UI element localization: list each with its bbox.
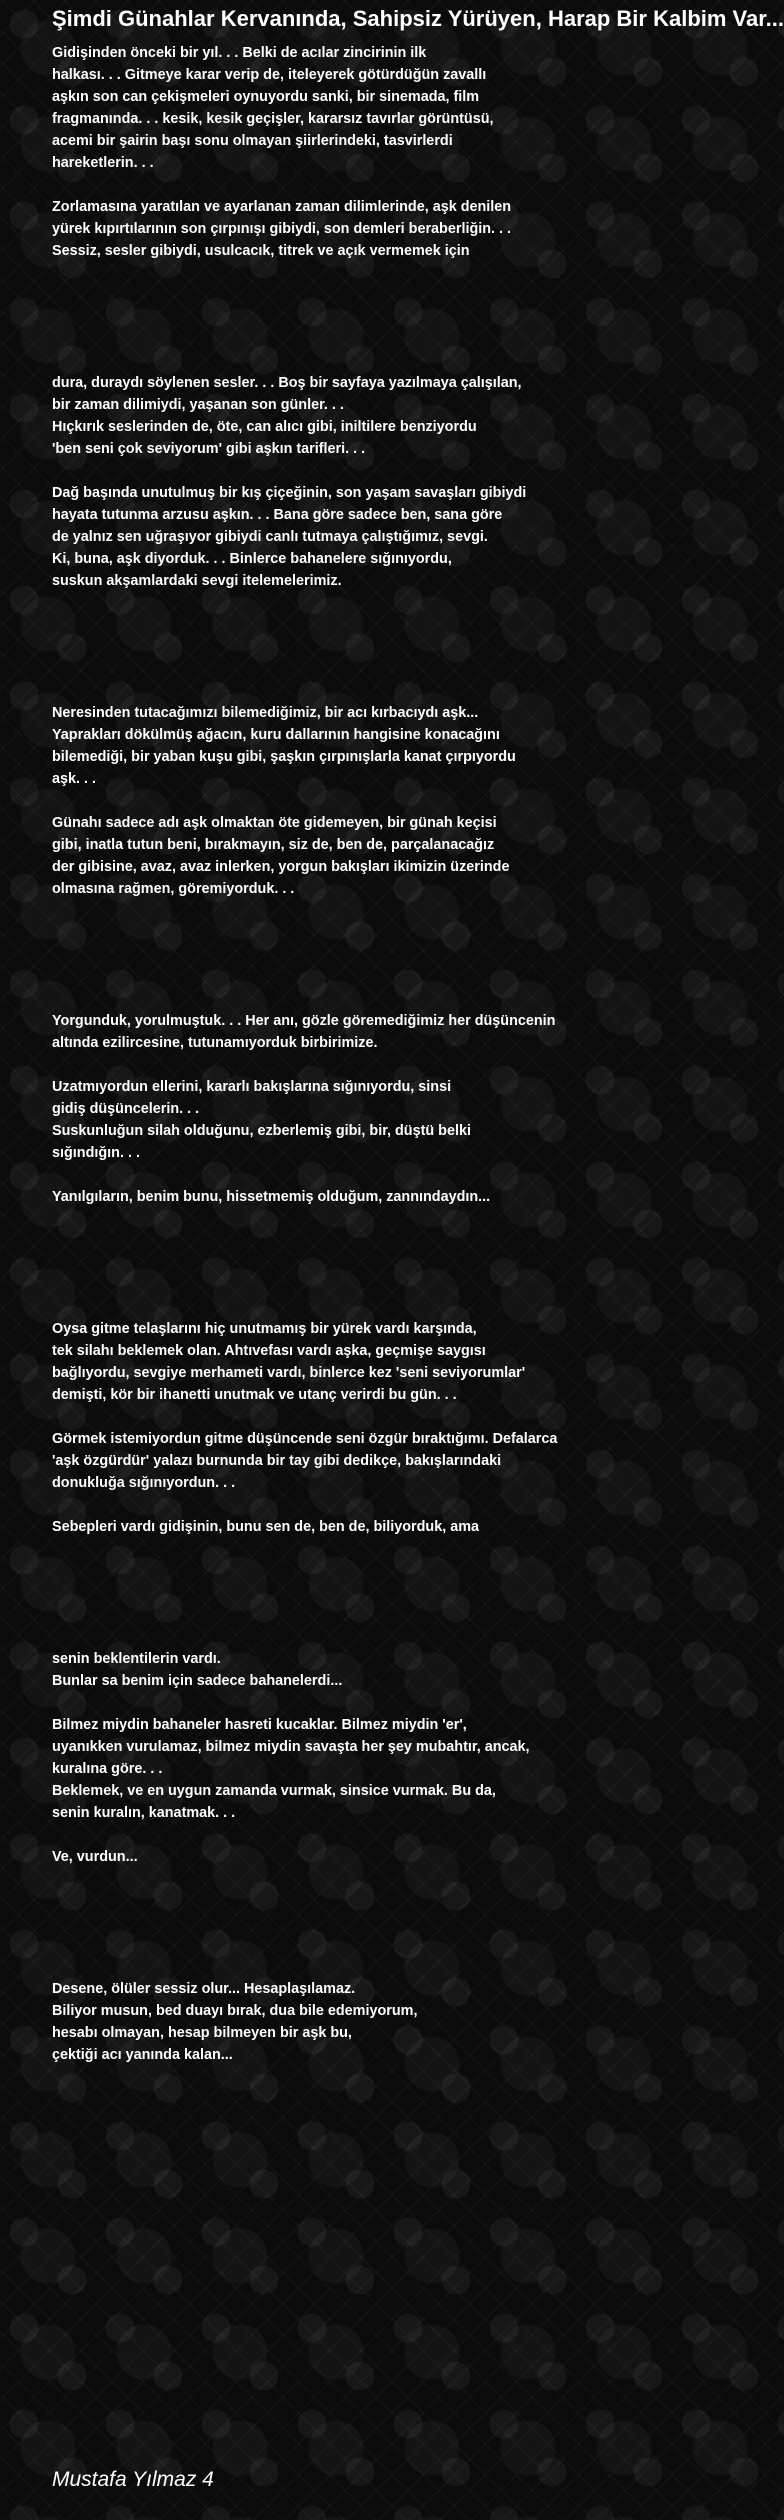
poem-line: suskun akşamlardaki sevgi itelemelerimiz.: [52, 573, 342, 589]
poem-line: yürek kıpırtılarının son çırpınışı gibiydi, son demleri beraberliğin. . .: [52, 221, 512, 237]
poem-line: Sessiz, sesler gibiydi, usulcacık, titrek ve açık vermemek için: [52, 243, 470, 259]
poem-line: aşk. . .: [52, 771, 97, 787]
poem-line: Yanılgıların, benim bunu, hissetmemiş olduğum, zannındaydın...: [52, 1189, 491, 1205]
poem-line: gibi, inatla tutun beni, bırakmayın, siz de, ben de, parçalanacağız: [52, 837, 495, 853]
poem-line: aşkın son can çekişmeleri oynuyordu sanki, bir sinemada, film: [52, 89, 480, 105]
poem-line: sığındığın. . .: [52, 1145, 140, 1161]
poem-line: Ve, vurdun...: [52, 1849, 138, 1865]
poem-line: Görmek istemiyordun gitme düşüncende seni özgür bıraktığımı. Defalarca: [52, 1431, 558, 1447]
poem-paragraph: [52, 1010, 612, 1054]
poem-line: Gidişinden önceki bir yıl. . . Belki de acılar zincirinin ilk: [52, 45, 427, 61]
poem-paragraph: [52, 1318, 612, 1406]
poem-line: de yalnız sen uğraşıyor gibiydi canlı tutmaya çalıştığımız, sevgi.: [52, 529, 488, 545]
poem-line: bağlıyordu, sevgiye merhameti vardı, binlerce kez 'seni seviyorumlar': [52, 1365, 526, 1381]
poem-line: hesabı olmayan, hesap bilmeyen bir aşk bu,: [52, 2025, 352, 2041]
poem-line: Sebepleri vardı gidişinin, bunu sen de, ben de, biliyorduk, ama: [52, 1519, 480, 1535]
poem-line: 'ben seni çok seviyorum' gibi aşkın tarifleri. . .: [52, 441, 366, 457]
poem-line: Neresinden tutacağımızı bilemediğimiz, bir acı kırbacıydı aşk...: [52, 705, 479, 721]
poem-line: Bilmez miydin bahaneler hasreti kucaklar. Bilmez miydin 'er',: [52, 1717, 467, 1733]
poem-line: hayata tutunma arzusu aşkın. . . Bana göre sadece ben, sana göre: [52, 507, 503, 523]
poem-line: altında ezilircesine, tutunamıyorduk birbirimize.: [52, 1035, 378, 1051]
poem-paragraph: [52, 1714, 612, 1824]
poem-line: Yorgunduk, yorulmuştuk. . . Her anı, gözle göremediğimiz her düşüncenin: [52, 1013, 556, 1029]
poem-line: bilemediği, bir yaban kuşu gibi, şaşkın çırpınışlarla kanat çırpıyordu: [52, 749, 516, 765]
poem-line: dura, duraydı söylenen sesler. . . Boş bir sayfaya yazılmaya çalışılan,: [52, 375, 522, 391]
poem-line: Suskunluğun silah olduğunu, ezberlemiş gibi, bir, düştü belki: [52, 1123, 471, 1139]
poem-line: Dağ başında unutulmuş bir kış çiçeğinin, son yaşam savaşları gibiydi: [52, 485, 527, 501]
poem-line: kuralına göre. . .: [52, 1761, 163, 1777]
poem-line: çektiği acı yanında kalan...: [52, 2047, 233, 2063]
poem-line: tek silahı beklemek olan. Ahtıvefası vardı aşka, geçmişe saygısı: [52, 1343, 486, 1359]
poem-title: Şimdi Günahlar Kervanında, Sahipsiz Yürüyen, Harap Bir Kalbim Var...: [52, 6, 784, 31]
poem-line: Ki, buna, aşk diyorduk. . . Binlerce bahanelere sığınıyordu,: [52, 551, 452, 567]
poem-line: Oysa gitme telaşlarını hiç unutmamış bir yürek vardı karşında,: [52, 1321, 477, 1337]
poem-paragraph: [52, 196, 612, 262]
poem-paragraph: [52, 1648, 612, 1692]
poem-paragraph: [52, 812, 612, 900]
poem-line: Biliyor musun, bed duayı bırak, dua bile edemiyorum,: [52, 2003, 418, 2019]
poem-line: Hıçkırık seslerinden de, öte, can alıcı gibi, iniltilere benziyordu: [52, 419, 477, 435]
poem-line: senin beklentilerin vardı.: [52, 1651, 221, 1667]
poem-line: bir zaman dilimiydi, yaşanan son günler. . .: [52, 397, 344, 413]
poem-line: acemi bir şairin başı sonu olmayan şiirlerindeki, tasvirlerdi: [52, 133, 453, 149]
poem-paragraph: [52, 1516, 612, 1538]
poem-paragraph: [52, 702, 612, 790]
poem-line: der gibisine, avaz, avaz inlerken, yorgun bakışları ikimizin üzerinde: [52, 859, 510, 875]
poem-line: Günahı sadece adı aşk olmaktan öte gidemeyen, bir günah keçisi: [52, 815, 497, 831]
poem-paragraph: [52, 42, 612, 174]
poem-line: Zorlamasına yaratılan ve ayarlanan zaman dilimlerinde, aşk denilen: [52, 199, 512, 215]
poem-line: Beklemek, ve en uygun zamanda vurmak, sinsice vurmak. Bu da,: [52, 1783, 496, 1799]
poem-paragraph: [52, 1076, 612, 1164]
poem-line: halkası. . . Gitmeye karar verip de, iteleyerek götürdüğün zavallı: [52, 67, 487, 83]
poem-line: Desene, ölüler sessiz olur... Hesaplaşılamaz.: [52, 1981, 356, 1997]
poem-line: Bunlar sa benim için sadece bahanelerdi...: [52, 1673, 343, 1689]
poem-line: Yaprakları dökülmüş ağacın, kuru dallarının hangisine konacağını: [52, 727, 500, 743]
poem-body: [52, 42, 612, 2066]
poem-line: demişti, kör bir ihanetti unutmak ve utanç verirdi bu gün. . .: [52, 1387, 457, 1403]
poem-paragraph: [52, 1428, 612, 1494]
poem-line: olmasına rağmen, göremiyorduk. . .: [52, 881, 295, 897]
poem-line: Uzatmıyordun ellerini, kararlı bakışlarına sığınıyordu, sinsi: [52, 1079, 452, 1095]
poem-paragraph: [52, 482, 612, 592]
poem-paragraph: [52, 1186, 612, 1208]
author-name[interactable]: Mustafa Yılmaz 4: [52, 2468, 214, 2491]
poem-line: senin kuralın, kanatmak. . .: [52, 1805, 236, 1821]
poem-line: fragmanında. . . kesik, kesik geçişler, kararsız tavırlar görüntüsü,: [52, 111, 494, 127]
poem-line: hareketlerin. . .: [52, 155, 154, 171]
poem-paragraph: [52, 1978, 612, 2066]
poem-line: gidiş düşüncelerin. . .: [52, 1101, 200, 1117]
poem-line: donukluğa sığınıyordun. . .: [52, 1475, 236, 1491]
poem-paragraph: [52, 1846, 612, 1868]
poem-line: 'aşk özgürdür' yalazı burnunda bir tay gibi dedikçe, bakışlarındaki: [52, 1453, 502, 1469]
poem-line: uyanıkken vurulamaz, bilmez miydin savaşta her şey mubahtır, ancak,: [52, 1739, 530, 1755]
poem-paragraph: [52, 372, 612, 460]
